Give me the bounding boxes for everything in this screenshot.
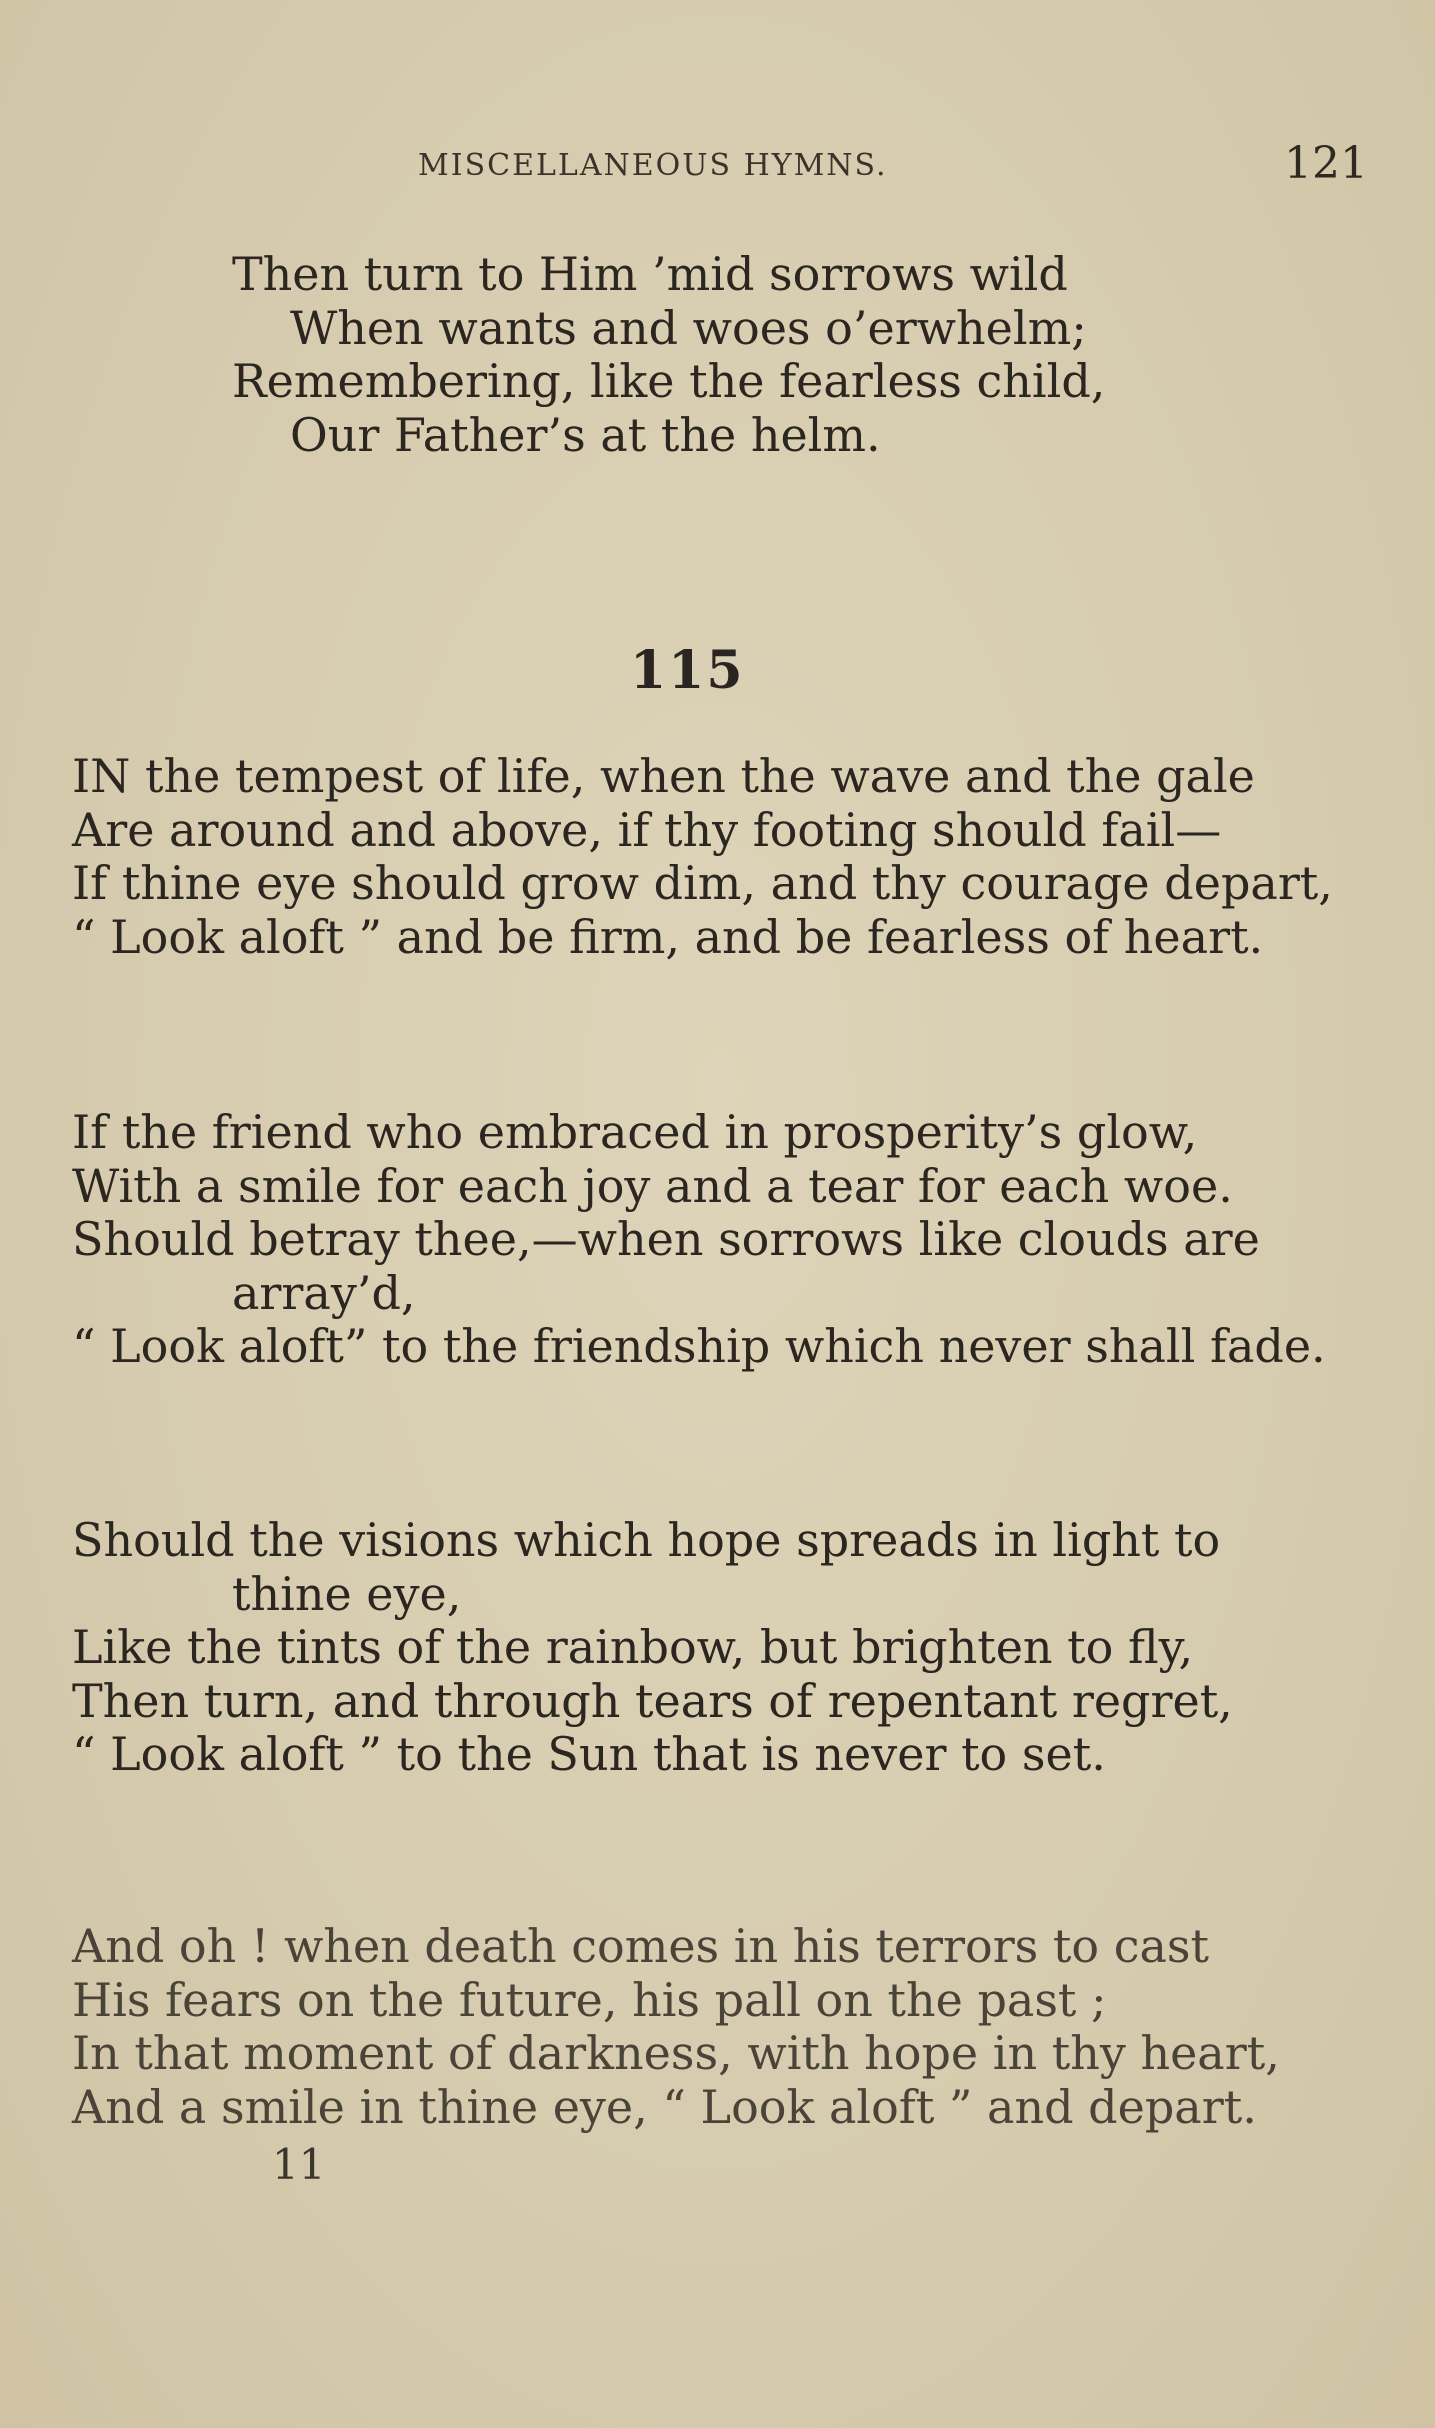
verse-line: When wants and woes o’erwhelm; bbox=[290, 300, 1087, 355]
verse-line: Like the tints of the rainbow, but brighten to fly, bbox=[72, 1620, 1194, 1674]
verse-line: Should betray thee,—when sorrows like clouds are bbox=[72, 1212, 1260, 1266]
verse-line: If thine eye should grow dim, and thy courage depart, bbox=[72, 856, 1333, 910]
verse-line: Remembering, like the fearless child, bbox=[232, 354, 1106, 408]
stanza-1 bbox=[72, 750, 1333, 964]
stanza-2 bbox=[72, 1106, 1326, 1374]
signature-mark: 11 bbox=[272, 2140, 326, 2189]
verse-line: With a smile for each joy and a tear for each woe. bbox=[72, 1158, 1233, 1213]
verse-line: “ Look aloft ” and be firm, and be fearless of heart. bbox=[72, 909, 1264, 964]
verse-line: Then turn, and through tears of repentant regret, bbox=[72, 1673, 1233, 1728]
verse-line: Are around and above, if thy footing should fail— bbox=[72, 802, 1222, 857]
verse-line: array’d, bbox=[232, 1265, 416, 1320]
verse-line: Should the visions which hope spreads in light to bbox=[72, 1513, 1221, 1567]
previous-hymn-stanza bbox=[232, 248, 1105, 462]
stanza-4 bbox=[72, 1920, 1280, 2134]
verse-line: And a smile in thine eye, “ Look aloft ” and depart. bbox=[72, 2079, 1257, 2134]
running-head: MISCELLANEOUS HYMNS. bbox=[418, 148, 888, 183]
page-number: 121 bbox=[1284, 138, 1368, 189]
stanza-3 bbox=[72, 1514, 1233, 1782]
verse-line: “ Look aloft” to the friendship which never shall fade. bbox=[72, 1319, 1326, 1373]
verse-line: Then turn to Him ’mid sorrows wild bbox=[232, 247, 1068, 301]
verse-line: “ Look aloft ” to the Sun that is never to set. bbox=[72, 1727, 1106, 1781]
hymn-number: 115 bbox=[630, 640, 745, 701]
verse-line: IN the tempest of life, when the wave and the gale bbox=[72, 749, 1255, 803]
verse-line: His fears on the future, his pall on the past ; bbox=[72, 1972, 1107, 2027]
verse-line: And oh ! when death comes in his terrors to cast bbox=[72, 1919, 1209, 1973]
verse-line: If the friend who embraced in prosperity’s glow, bbox=[72, 1105, 1198, 1159]
verse-line: thine eye, bbox=[232, 1566, 462, 1621]
verse-line: In that moment of darkness, with hope in thy heart, bbox=[72, 2026, 1280, 2080]
verse-line: Our Father’s at the helm. bbox=[290, 407, 881, 462]
